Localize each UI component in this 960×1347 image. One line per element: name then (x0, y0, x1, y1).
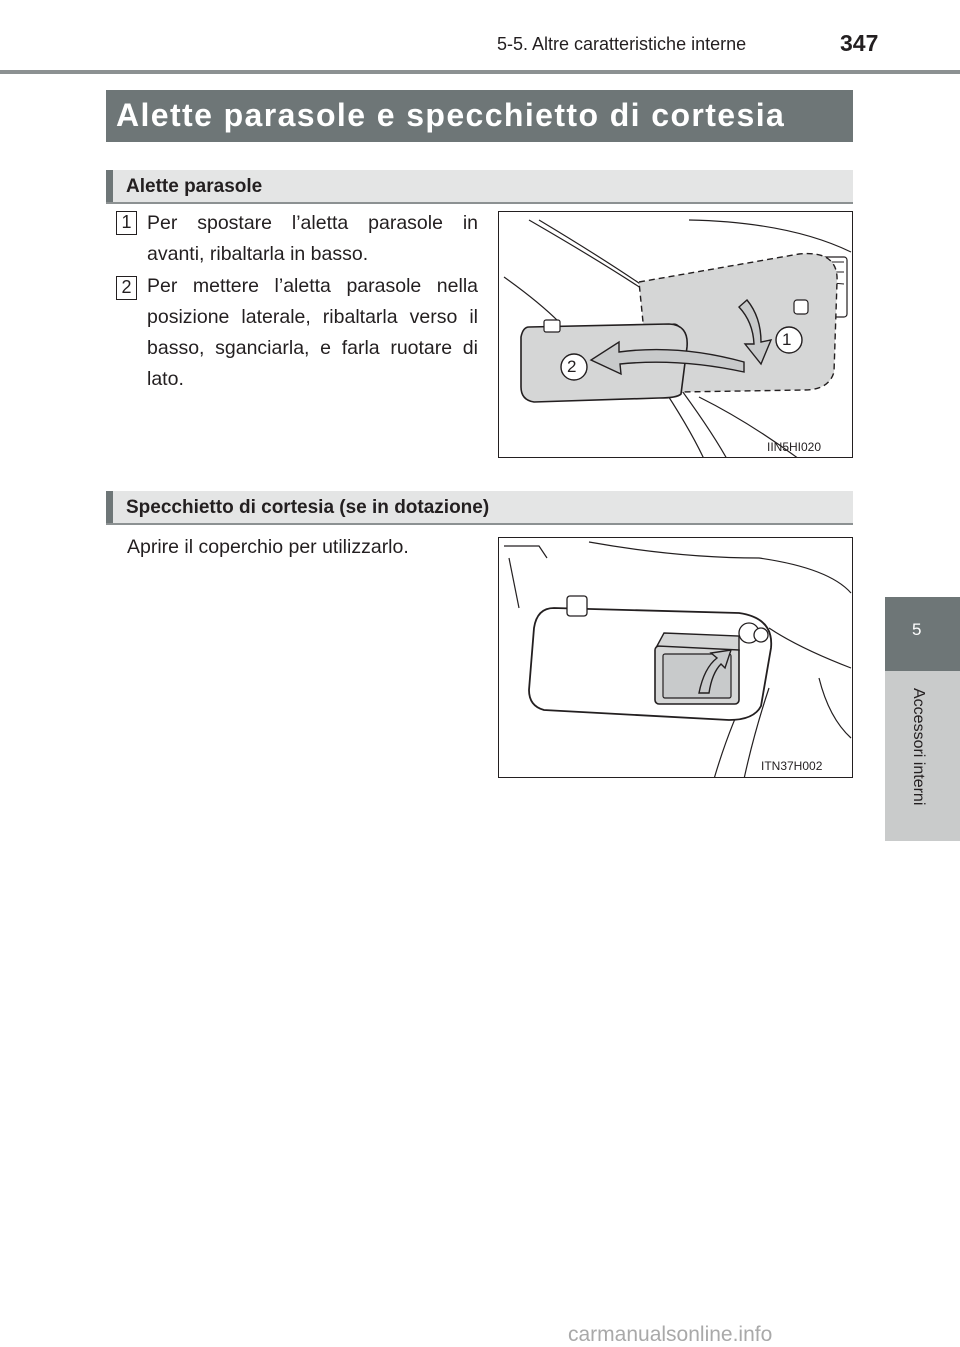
step-text-1: Per spostare l’aletta parasole in avanti, ribaltarla in basso. (147, 212, 478, 265)
figure-callout-2: 2 (567, 357, 577, 376)
section-header-mirror (106, 491, 853, 525)
running-header: 5-5. Altre caratteristiche interne (497, 34, 747, 54)
step-number-1: 1 (116, 211, 137, 235)
chapter-number: 5 (912, 620, 922, 639)
figure-code-1: IIN5HI020 (767, 440, 822, 454)
sun-visor-illustration (499, 212, 853, 458)
figure-code-2: ITN37H002 (761, 759, 823, 773)
section-title-visors: Alette parasole (126, 176, 263, 197)
chapter-tab (885, 597, 960, 671)
step-number-2: 2 (116, 276, 137, 300)
header-rule (0, 70, 960, 74)
figure-sun-visor (498, 211, 853, 458)
figure-vanity-mirror (498, 537, 853, 778)
mirror-instruction: Aprire il coperchio per utilizzarlo. (127, 536, 409, 558)
section-accent (106, 491, 113, 523)
watermark: carmanualsonline.info (568, 1323, 773, 1346)
page-title: Alette parasole e specchietto di cortesia (116, 97, 786, 133)
step-text-2: Per mettere l’aletta parasole nella posizione laterale, ribaltarla verso il basso, sganciarla, e farla ruotare di lato. (147, 275, 478, 390)
page-number: 347 (840, 30, 879, 56)
chapter-label: Accessori interni (910, 688, 927, 806)
section-accent (106, 170, 113, 202)
section-title-mirror: Specchietto di cortesia (se in dotazione) (126, 497, 490, 518)
vanity-mirror-illustration (499, 538, 853, 778)
section-header-visors (106, 170, 853, 204)
figure-callout-1: 1 (782, 330, 792, 349)
